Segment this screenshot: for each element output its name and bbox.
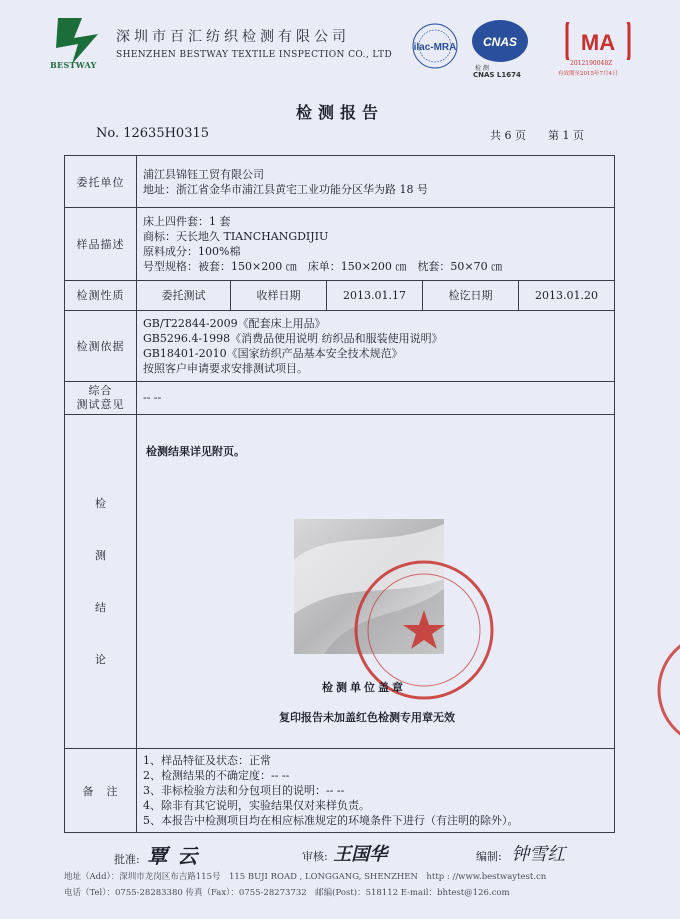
note-line: 3、非标检验方法和分包项目的说明：-- --: [143, 784, 345, 798]
note-line: 4、除非有其它说明，实验结果仅对来样负责。: [143, 799, 370, 813]
sample-line: 号型规格：被套：150×200 ㎝ 床单：150×200 ㎝ 枕套：50×70 ㎝: [143, 260, 503, 274]
note-line: 2、检测结果的不确定度：-- --: [143, 769, 290, 783]
nature-label: 检测性质: [65, 281, 137, 310]
cnas-number: CNAS L1674: [473, 71, 521, 79]
conclusion-row: [65, 415, 615, 749]
received-label: 收样日期: [231, 281, 327, 310]
conclusion-body: [137, 415, 615, 749]
notes-cell: [137, 749, 615, 833]
approve-signature: [114, 840, 207, 869]
opinion-label-1: 综合: [88, 383, 113, 397]
approve-signature-text: 覃云: [147, 844, 208, 868]
completed-date: 2013.01.20: [519, 281, 615, 310]
compile-signature-text: 钟雪红: [511, 844, 566, 865]
received-date: 2013.01.17: [327, 281, 423, 310]
conclusion-char: 论: [95, 652, 106, 666]
cnas-logo-icon: [470, 18, 530, 64]
logo-word: BESTWAY: [50, 60, 97, 70]
opinion-label-cell: [65, 381, 137, 414]
sample-label: 样品描述: [65, 208, 137, 281]
report-title: 检测报告: [295, 103, 384, 122]
completed-label: 检讫日期: [423, 281, 519, 310]
note-line: 5、本报告中检测项目均在相应标准规定的环境条件下进行（有注明的除外）。: [143, 814, 519, 828]
ilac-mark-text: ilac-MRA: [413, 42, 457, 53]
compile-signature: [476, 840, 565, 866]
cma-number: 2012190048Z: [570, 60, 613, 67]
basis-cell: [137, 310, 615, 381]
copy-note: 复印报告未加盖红色检测专用章无效: [279, 711, 455, 725]
sample-cell: [137, 208, 615, 281]
opinion-row: [65, 381, 615, 414]
basis-row: [65, 310, 615, 381]
client-row: [65, 156, 615, 208]
page-count: 共 6 页 第 1 页: [490, 129, 584, 142]
sample-line: 床上四件套：1 套: [143, 215, 231, 229]
conclusion-text: 检测结果详见附页。: [146, 445, 245, 459]
sample-line: 商标：天长地久 TIANCHANGDIJIU: [143, 230, 329, 244]
basis-line: GB/T22844-2009《配套床上用品》: [143, 316, 326, 330]
basis-label: 检测依据: [65, 310, 137, 381]
cnas-mark-text: CNAS: [482, 35, 518, 49]
conclusion-label-cell: [65, 415, 137, 749]
nature-row: [65, 281, 615, 310]
edge-seal-stamp: [655, 630, 680, 750]
footer-contact: 电话（Tel）：0755-28283380 传真（Fax）：0755-28273732 邮编(Post)：518112 E-mail：bhtest@126.com: [64, 888, 510, 898]
basis-line: GB5296.4-1998《消费品使用说明 纺织品和服装使用说明》: [143, 331, 443, 345]
stamp-label: 检测单位盖章: [322, 681, 406, 695]
compile-label: 编制:: [476, 850, 502, 863]
opinion-value: -- --: [137, 381, 615, 414]
client-address: 地址：浙江省金华市浦江县黄宅工业功能分区华为路 18 号: [143, 182, 428, 196]
approve-label: 批准:: [114, 853, 140, 866]
notes-row: [65, 749, 615, 833]
review-label: 审核:: [302, 850, 328, 863]
sample-line: 原料成分：100%棉: [143, 245, 241, 259]
report-table: [64, 155, 615, 833]
basis-line: 按照客户申请要求安排测试项目。: [143, 361, 308, 375]
client-cell: [137, 156, 615, 208]
company-name-cn: 深圳市百汇纺织检测有限公司: [116, 29, 350, 45]
report-number: No. 12635H0315: [96, 126, 210, 141]
footer-address: 地址（Add）：深圳市龙岗区布吉路115号 115 BUJI ROAD , LONGGANG, SHENZHEN http : //www.bestwaytest.cn: [64, 872, 547, 882]
cnas-label: 检 测: [475, 65, 489, 72]
client-name: 浦江县锦钰工贸有限公司: [143, 167, 264, 181]
basis-line: GB18401-2010《国家纺织产品基本安全技术规范》: [143, 346, 403, 360]
opinion-label-2: 测试意见: [76, 397, 125, 411]
review-signature: [302, 840, 387, 866]
cma-validity: 有效期至2015年7月4日: [558, 71, 618, 77]
company-name-en: SHENZHEN BESTWAY TEXTILE INSPECTION CO., LTD: [116, 50, 393, 60]
bestway-logo-icon: [52, 16, 104, 66]
review-signature-text: 王国华: [333, 844, 388, 865]
notes-label: 备 注: [65, 749, 137, 833]
sample-row: [65, 208, 615, 281]
note-line: 1、样品特征及状态：正常: [143, 754, 271, 768]
conclusion-char: 检: [95, 496, 106, 510]
cma-mark-text: MA: [580, 30, 616, 55]
conclusion-char: 结: [95, 600, 106, 614]
nature-value: 委托测试: [137, 281, 231, 310]
ilac-mra-logo-icon: [404, 22, 466, 70]
client-label: 委托单位: [65, 156, 137, 208]
conclusion-char: 测: [95, 548, 106, 562]
cma-logo-icon: [563, 22, 633, 60]
